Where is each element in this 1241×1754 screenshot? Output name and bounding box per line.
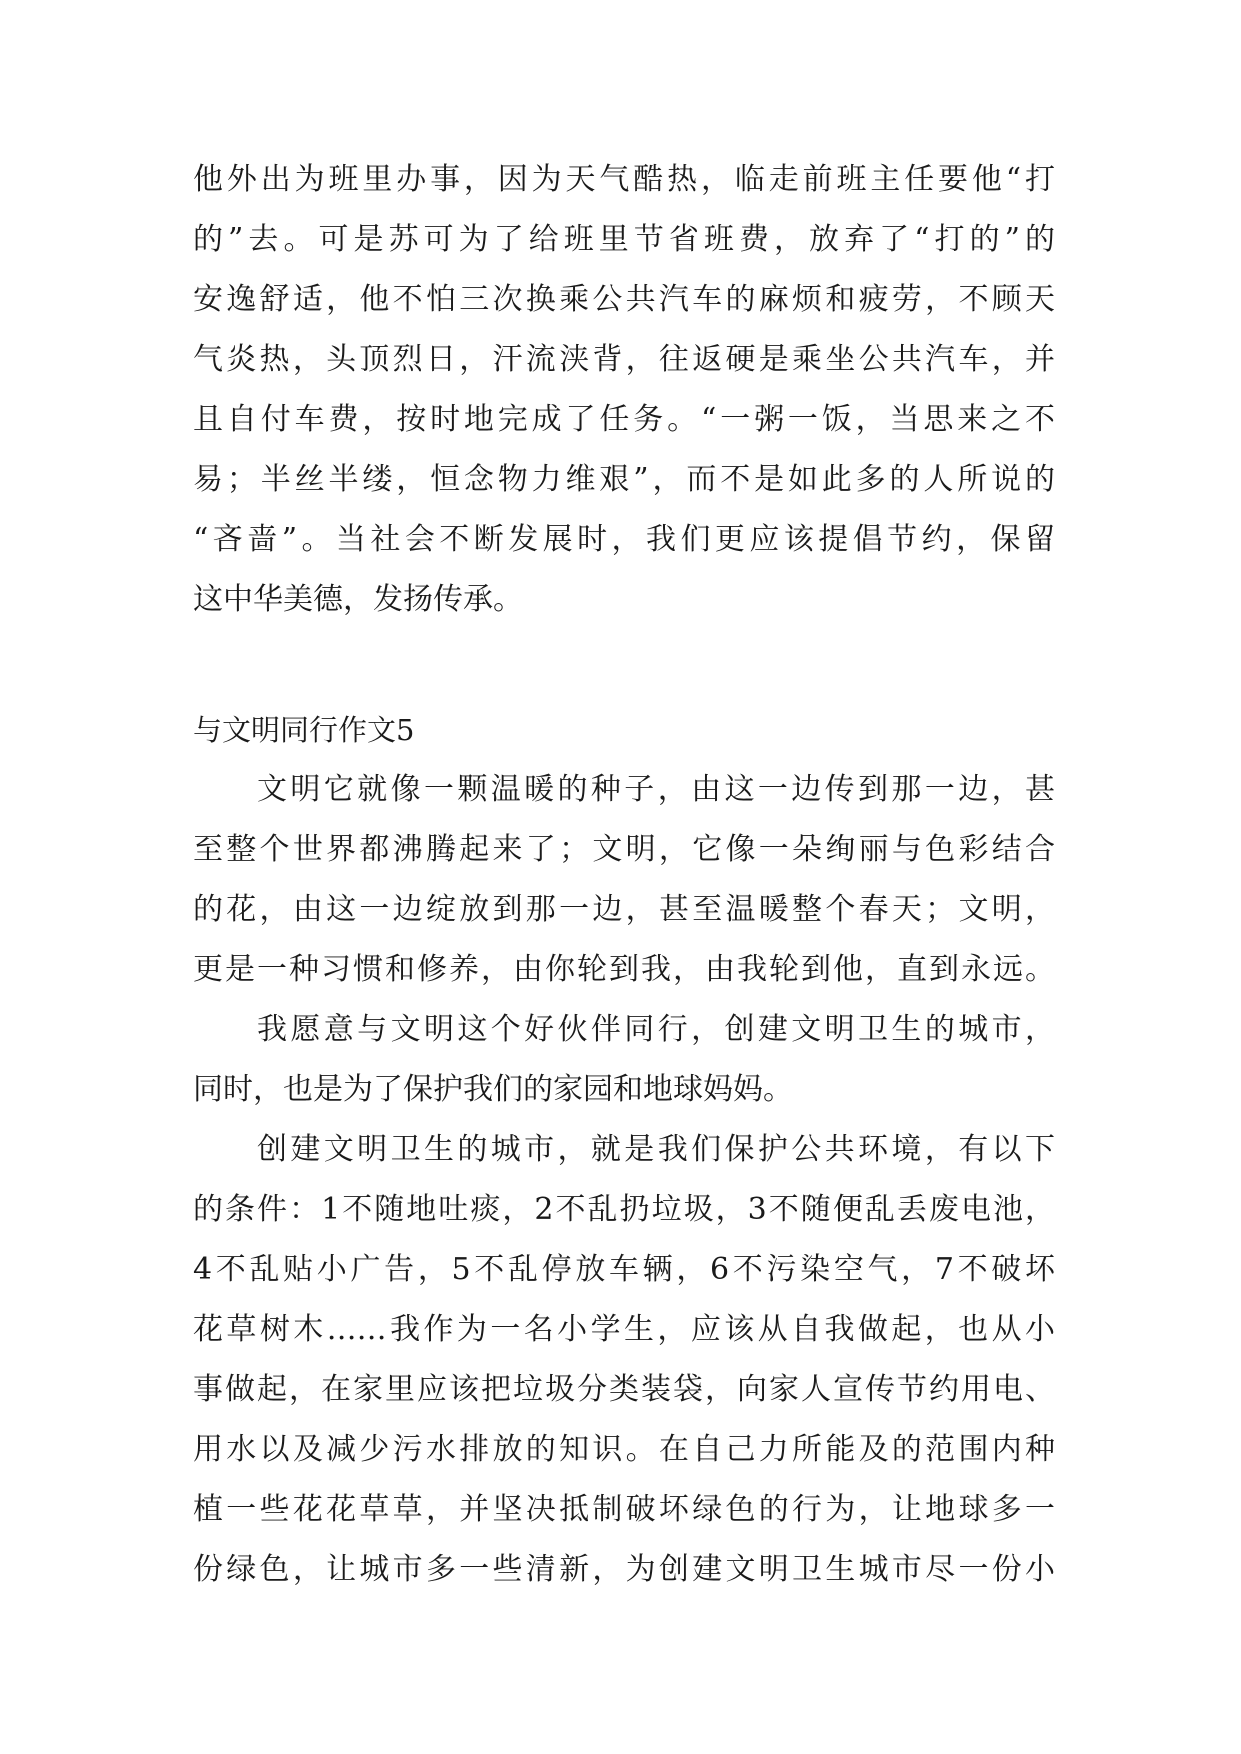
text-line: 用水以及减少污水排放的知识。在自己力所能及的范围内种 [193,1432,1055,1467]
text-line: 安逸舒适，他不怕三次换乘公共汽车的麻烦和疲劳，不顾天 [193,282,1055,317]
text-line: 气炎热，头顶烈日，汗流浃背，往返硬是乘坐公共汽车，并 [193,342,1055,377]
paragraph-intro [193,150,1055,630]
text-line: 易；半丝半缕，恒念物力维艰”，而不是如此多的人所说的 [193,462,1055,497]
text-line: 我愿意与文明这个好伙伴同行，创建文明卫生的城市， [257,1012,1055,1047]
text-line: 的花，由这一边绽放到那一边，甚至温暖整个春天；文明， [193,892,1055,927]
text-line: 至整个世界都沸腾起来了；文明，它像一朵绚丽与色彩结合 [193,832,1055,867]
document-page [193,150,1055,1600]
text-line: 的”去。可是苏可为了给班里节省班费，放弃了“打的”的 [193,222,1055,257]
text-line: 同时，也是为了保护我们的家园和地球妈妈。 [193,1072,793,1107]
paragraph-3 [193,1120,1055,1600]
section-title: 与文明同行作文5 [193,713,415,747]
text-line: 的条件：1不随地吐痰，2不乱扔垃圾，3不随便乱丢废电池， [193,1192,1055,1227]
paragraph-1 [193,760,1055,1000]
text-line: 更是一种习惯和修养，由你轮到我，由我轮到他，直到永远。 [193,952,1055,987]
text-line: 花草树木……我作为一名小学生，应该从自我做起，也从小 [193,1312,1055,1347]
paragraph-2 [193,1000,1055,1120]
text-line: 文明它就像一颗温暖的种子，由这一边传到那一边，甚 [257,772,1055,807]
section-spacer [193,630,1055,700]
text-line: 且自付车费，按时地完成了任务。“一粥一饭，当思来之不 [193,402,1055,437]
text-line: 份绿色，让城市多一些清新，为创建文明卫生城市尽一份小 [193,1552,1055,1587]
text-line: 4不乱贴小广告，5不乱停放车辆，6不污染空气，7不破坏 [193,1252,1055,1287]
text-line: 他外出为班里办事，因为天气酷热，临走前班主任要他“打 [193,162,1055,197]
text-line: 这中华美德，发扬传承。 [193,582,523,617]
text-line: “吝啬”。当社会不断发展时，我们更应该提倡节约，保留 [193,522,1055,557]
text-line: 创建文明卫生的城市，就是我们保护公共环境，有以下 [257,1132,1055,1167]
text-line: 植一些花花草草，并坚决抵制破坏绿色的行为，让地球多一 [193,1492,1055,1527]
text-line: 事做起，在家里应该把垃圾分类装袋，向家人宣传节约用电、 [193,1372,1055,1407]
